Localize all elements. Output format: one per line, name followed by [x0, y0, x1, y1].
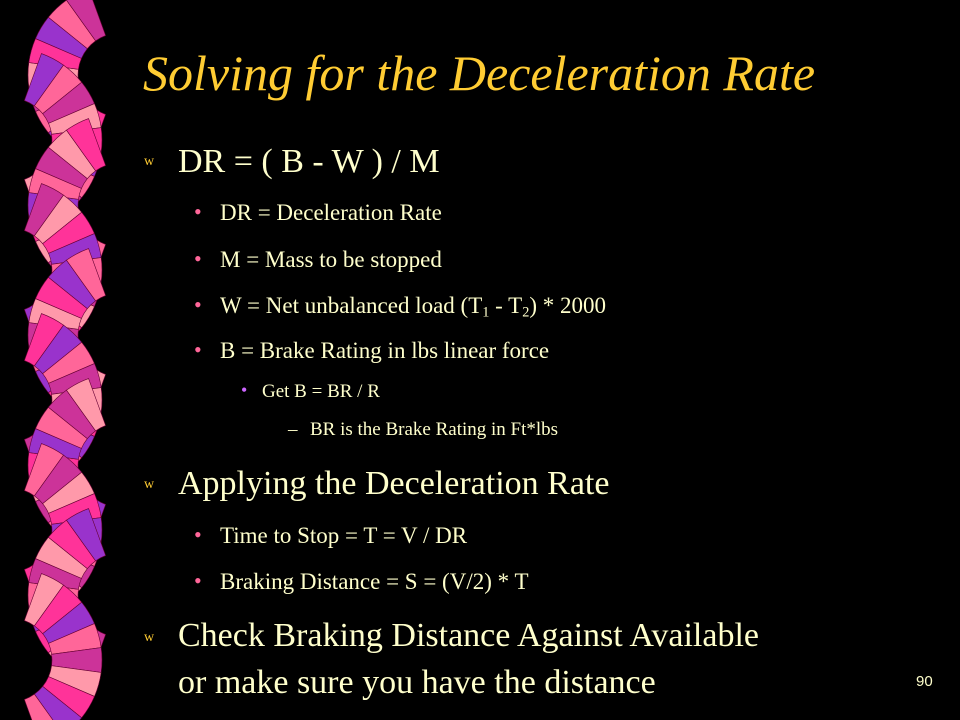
level1-bullet-icon: w — [144, 630, 155, 645]
applying-heading: Applying the Deceleration Rate — [178, 465, 610, 502]
page-number: 90 — [916, 673, 933, 690]
level3-bullet-icon: • — [241, 380, 248, 400]
fan-border-decoration — [0, 0, 140, 720]
level2-bullet-icon: • — [194, 337, 202, 362]
level2-bullet-icon: • — [194, 522, 202, 547]
level4-dash-icon: – — [288, 419, 298, 440]
level2-bullet-icon: • — [194, 246, 202, 271]
fan-segment-icon — [24, 574, 102, 720]
level2-bullet-icon: • — [194, 199, 202, 224]
check-line-1: Check Braking Distance Against Available — [178, 617, 760, 654]
level2-bullet-icon: • — [194, 568, 202, 593]
level1-bullet-icon: w — [144, 154, 155, 169]
definition-b: B = Brake Rating in lbs linear force — [220, 338, 550, 363]
definition-dr: DR = Deceleration Rate — [220, 200, 442, 225]
definition-w: W = Net unbalanced load $(T_1 - T_2) * 2000$ — [220, 293, 606, 321]
level1-bullet-icon: w — [144, 477, 155, 492]
definition-m: M = Mass to be stopped — [220, 247, 442, 272]
check-line-2: or make sure you have the distance — [178, 664, 656, 701]
get-b-text: Get B = BR / R — [262, 381, 380, 402]
br-note-text: BR is the Brake Rating in Ft*lbs — [310, 419, 559, 440]
slide-title: Solving for the Deceleration Rate — [143, 45, 816, 101]
formula-text: DR = ( B - W ) / M — [178, 143, 440, 180]
time-to-stop-text: Time to Stop = T = V / DR — [220, 523, 468, 548]
braking-distance-text: Braking Distance = S = (V/2) * T — [220, 569, 529, 594]
level2-bullet-icon: • — [194, 292, 202, 317]
